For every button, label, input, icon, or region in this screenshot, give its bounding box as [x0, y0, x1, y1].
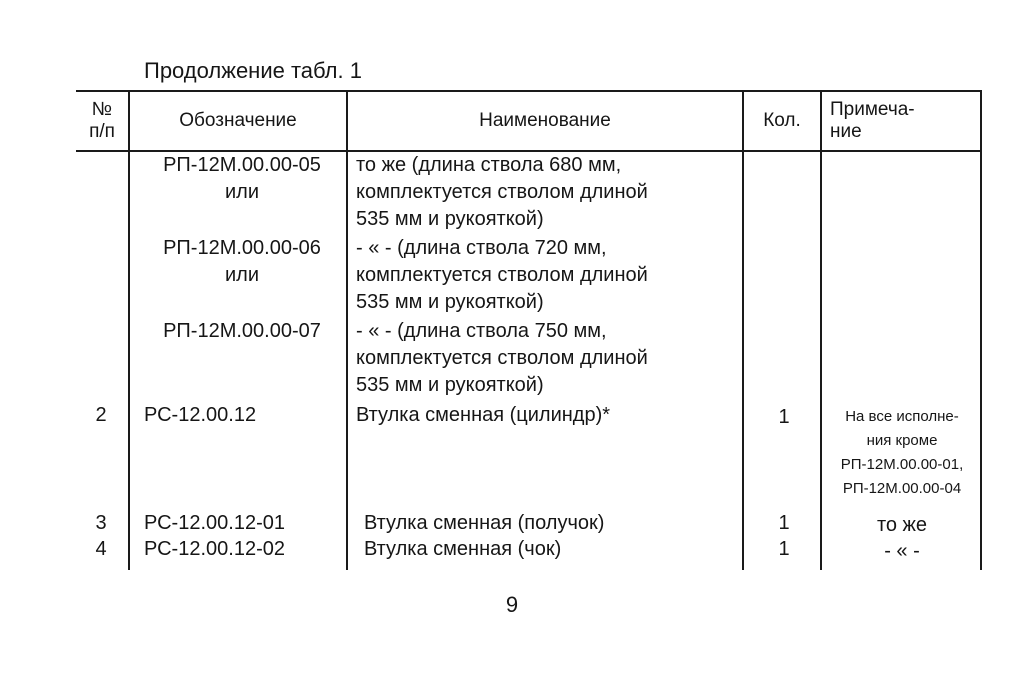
row3-num: 3 [95, 512, 107, 534]
row4-qty: 1 [778, 538, 790, 560]
column-divider-qty [820, 90, 822, 570]
column-divider-name [742, 90, 744, 570]
row2-note-line2: ния кроме [866, 432, 938, 449]
header-name-label: Наименование [479, 110, 611, 131]
row2-designation: РС-12.00.12 [144, 404, 257, 426]
row4-name: Втулка сменная (чок) [364, 538, 562, 560]
header-num [76, 92, 128, 150]
header-note [830, 92, 980, 150]
name-variant-06-line2: комплектуется стволом длиной [356, 264, 648, 286]
row3-designation: РС-12.00.12-01 [144, 512, 285, 534]
header-note-label: Примеча- ние [830, 99, 915, 142]
parts-table [76, 90, 982, 570]
name-variant-07-line1: - « - (длина ствола 750 мм, [356, 320, 607, 342]
row2-note-line3: РП-12М.00.00-01, [840, 456, 964, 473]
row2-note-line1: На все исполне- [845, 408, 959, 425]
header-designation-label: Обозначение [179, 110, 297, 131]
row3-note: то же [876, 514, 928, 536]
or-label-1: или [224, 181, 259, 203]
column-divider-num [128, 90, 130, 570]
header-num-label: № п/п [89, 99, 115, 142]
table-right-border [980, 90, 982, 570]
header-designation [130, 92, 346, 150]
row2-num: 2 [95, 404, 107, 426]
table-caption: Продолжение табл. 1 [144, 58, 362, 83]
or-label-2: или [224, 264, 259, 286]
name-variant-07-line3: 535 мм и рукояткой) [356, 374, 544, 396]
row4-num: 4 [95, 538, 107, 560]
header-name [348, 92, 742, 150]
name-variant-05-line1: то же (длина ствола 680 мм, [356, 154, 622, 176]
header-qty-label: Кол. [763, 110, 801, 131]
page-number: 9 [505, 592, 519, 617]
header-qty [744, 92, 820, 150]
name-variant-05-line2: комплектуется стволом длиной [356, 181, 648, 203]
name-variant-06-line3: 535 мм и рукояткой) [356, 291, 544, 313]
row4-note: - « - [884, 540, 920, 562]
row2-name: Втулка сменная (цилиндр)* [356, 404, 611, 426]
name-variant-05-line3: 535 мм и рукояткой) [356, 208, 544, 230]
column-divider-designation [346, 90, 348, 570]
row2-note-line4: РП-12М.00.00-04 [842, 480, 962, 497]
row3-qty: 1 [778, 512, 790, 534]
designation-variant-05: РП-12М.00.00-05 [163, 154, 321, 176]
designation-variant-07: РП-12М.00.00-07 [163, 320, 321, 342]
name-variant-07-line2: комплектуется стволом длиной [356, 347, 648, 369]
row4-designation: РС-12.00.12-02 [144, 538, 285, 560]
name-variant-06-line1: - « - (длина ствола 720 мм, [356, 237, 607, 259]
designation-variant-06: РП-12М.00.00-06 [163, 237, 321, 259]
row2-qty: 1 [778, 406, 790, 428]
row3-name: Втулка сменная (получок) [364, 512, 605, 534]
